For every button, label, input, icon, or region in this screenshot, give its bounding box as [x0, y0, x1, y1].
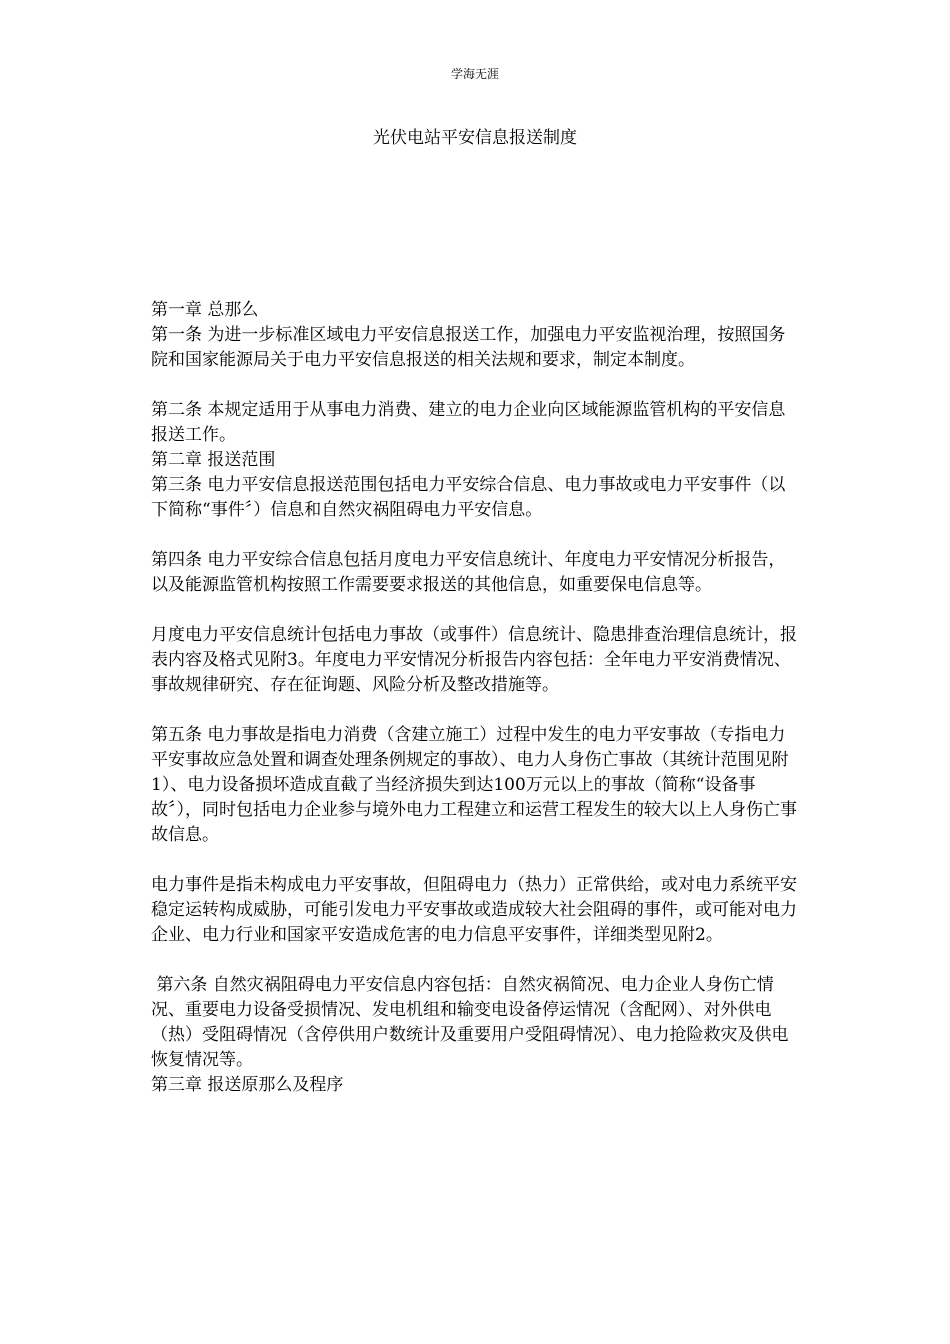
chapter-heading: 第二章 报送范围: [151, 450, 276, 470]
article-paragraph: 第一条 为进一步标准区域电力平安信息报送工作，加强电力平安监视治理，按照国务院和国家能源局关于电力平安信息报送的相关法规和要求，制定本制度。: [151, 325, 786, 370]
article-paragraph: 第六条 自然灾祸阻碍电力平安信息内容包括：自然灾祸简况、电力企业人身伤亡情况、重要电力设备受损情况、发电机组和输变电设备停运情况（含配网）、对外供电（热）受阻碍情况（含停供用户数统计及重要用户受阻碍情况）、电力抢险救灾及供电恢复情况等。: [151, 975, 789, 1070]
document-body: [151, 298, 801, 1098]
article-paragraph: 月度电力平安信息统计包括电力事故（或事件）信息统计、隐患排查治理信息统计，报表内容及格式见附3。年度电力平安情况分析报告内容包括：全年电力平安消费情况、事故规律研究、存在征询题、风险分析及整改措施等。: [151, 625, 797, 695]
paragraph-gap: [151, 598, 801, 623]
paragraph-gap: [151, 523, 801, 548]
chapter-heading: 第一章 总那么: [151, 300, 259, 320]
paragraph-gap: [151, 698, 801, 723]
article-paragraph: 电力事件是指未构成电力平安事故，但阻碍电力（热力）正常供给，或对电力系统平安稳定运转构成威胁，可能引发电力平安事故或造成较大社会阻碍的事件，或可能对电力企业、电力行业和国家平安造成危害的电力信息平安事件，详细类型见附2。: [151, 875, 797, 945]
article-paragraph: 第三条 电力平安信息报送范围包括电力平安综合信息、电力事故或电力平安事件（以下简称“事件〞）信息和自然灾祸阻碍电力平安信息。: [151, 475, 786, 520]
article-paragraph: 第二条 本规定适用于从事电力消费、建立的电力企业向区域能源监管机构的平安信息报送工作。: [151, 400, 786, 445]
article-paragraph: 第四条 电力平安综合信息包括月度电力平安信息统计、年度电力平安情况分析报告，以及能源监管机构按照工作需要要求报送的其他信息，如重要保电信息等。: [151, 550, 786, 595]
chapter-heading: 第三章 报送原那么及程序: [151, 1075, 344, 1095]
document-title: 光伏电站平安信息报送制度: [373, 128, 577, 148]
paragraph-gap: [151, 948, 801, 973]
article-paragraph: 第五条 电力事故是指电力消费（含建立施工）过程中发生的电力平安事故（专指电力平安事故应急处置和调查处理条例规定的事故）、电力人身伤亡事故（其统计范围见附1）、电力设备损坏造成直截了当经济损失到达100万元以上的事故（简称“设备事故〞），同时包括电力企业参与境外电力工程建立和运营工程发生的较大以上人身伤亡事故信息。: [151, 725, 797, 845]
paragraph-gap: [151, 848, 801, 873]
paragraph-gap: [151, 373, 801, 398]
running-header: 学海无涯: [450, 67, 499, 81]
